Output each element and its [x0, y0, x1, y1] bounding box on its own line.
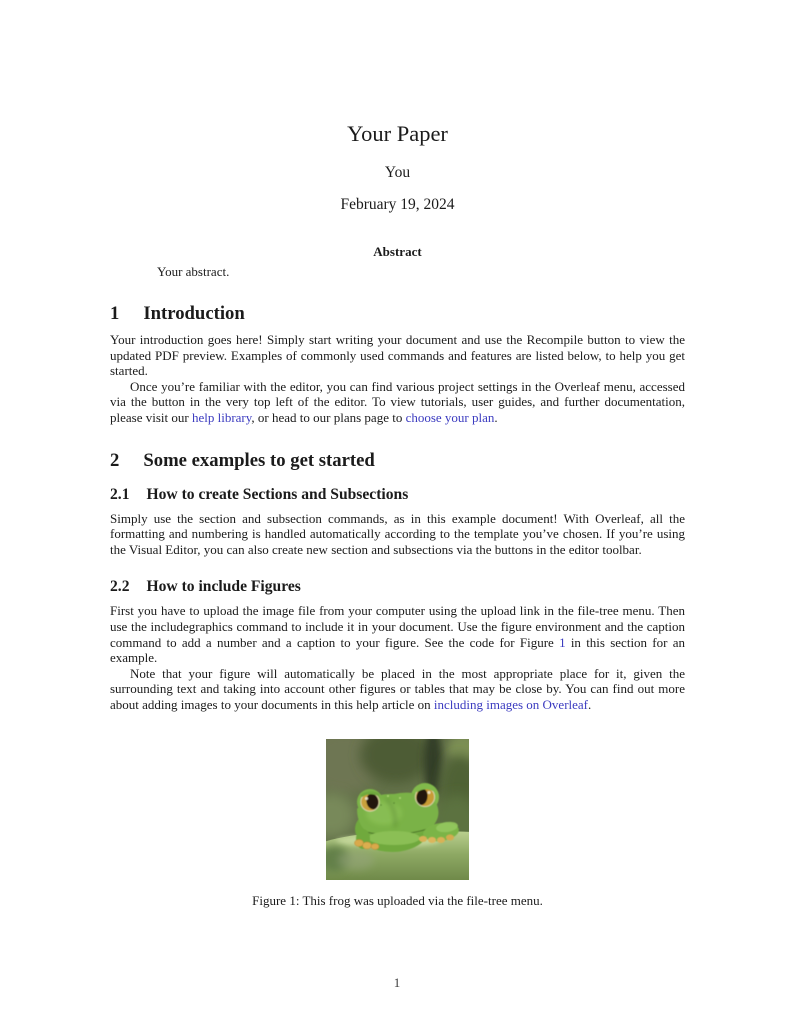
paragraph [110, 603, 685, 665]
subsection-number: 2.2 [110, 578, 130, 596]
text-run: . [588, 696, 592, 712]
section-title: Introduction [143, 303, 245, 324]
text-link[interactable]: choose your plan [405, 409, 495, 425]
frog-photo [326, 739, 469, 880]
section-number: 2 [110, 449, 120, 471]
page-content [110, 0, 685, 909]
subsection-title: How to create Sections and Subsections [146, 485, 409, 503]
subsection-title: How to include Figures [146, 578, 301, 596]
text-run: First you have to upload the image file from your computer using the upload link in the file-tree menu. Then use the includegraphics command to include it in your document. Use the figure environment and the caption command to add a number and a caption to your figure. See the code for Figure [110, 603, 685, 650]
section-number: 1 [110, 303, 120, 324]
paragraph [110, 511, 685, 558]
section-heading-introduction [110, 302, 685, 326]
paragraph [110, 379, 685, 426]
text-run: Your introduction goes here! Simply start writing your document and use the Recompile button to view the updated PDF preview. Examples of commonly used commands and features are listed below, to help you get started. [110, 332, 685, 379]
figure-caption: Figure 1: This frog was uploaded via the file-tree menu. [252, 892, 543, 908]
paragraph [110, 666, 685, 713]
text-link[interactable]: help library [191, 409, 252, 425]
text-run: Once you’re familiar with the editor, you can find various project settings in the Overleaf menu, accessed via the button in the very top left of the editor. To view tutorials, user guides, and further documentation, please visit our [110, 378, 685, 425]
subsection-heading-figures [110, 577, 685, 597]
paper-author: You [384, 164, 411, 181]
subsection-number: 2.1 [110, 485, 130, 503]
abstract-text: Your abstract. [157, 264, 230, 279]
text-link[interactable]: including images on Overleaf [433, 696, 589, 712]
abstract-heading: Abstract [373, 244, 422, 259]
text-run: in this section for an example. [110, 634, 685, 666]
paper-date: February 19, 2024 [340, 196, 455, 213]
section-title: Some examples to get started [143, 449, 375, 471]
page-number: 1 [393, 975, 401, 990]
text-run: Note that your figure will automatically be placed in the most appropriate place for it, given the surrounding text and taking into account other figures or tables that may be close by. You can find out more about adding images to your documents in this help article on [110, 665, 685, 712]
subsection-heading-sections [110, 485, 685, 505]
text-link[interactable]: 1 [559, 634, 566, 650]
text-run: , or head to our plans page to [251, 409, 406, 425]
paragraph [110, 332, 685, 379]
paper-title: Your Paper [347, 121, 448, 146]
text-run: . [494, 409, 498, 425]
section-heading-examples [110, 449, 685, 473]
figure-1 [110, 739, 685, 909]
text-run: Simply use the section and subsection commands, as in this example document! With Overleaf, all the formatting and numbering is handled automatically according to the template you’ve chosen. If you’re using the Visual Editor, you can also create new section and subsections via the buttons in the editor toolbar. [110, 510, 685, 557]
